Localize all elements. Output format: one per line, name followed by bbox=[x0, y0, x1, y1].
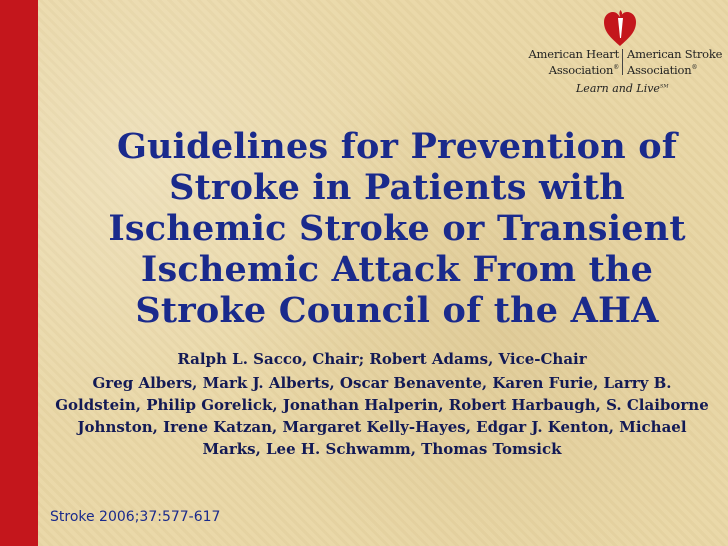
logo-tagline: Learn and Live℠ bbox=[576, 82, 669, 95]
authors-line: Greg Albers, Mark J. Alberts, Oscar Benavente, Karen Furie, Larry B. Goldstein, Philip Gorelick, Jonathan Halperin, Robert Harbaugh, S. Claiborne Johnston, Irene Katzan, Margaret Kelly-Hayes, Edgar J. Kenton, Michael Marks, Lee H. Schwamm, Thomas Tomsick bbox=[55, 374, 709, 458]
aha-asa-logo bbox=[520, 8, 723, 98]
left-accent-bar bbox=[0, 0, 38, 546]
chair-line: Ralph L. Sacco, Chair; Robert Adams, Vice-Chair bbox=[177, 350, 587, 368]
author-list bbox=[52, 348, 712, 460]
slide-title: Guidelines for Prevention of Stroke in Patients with Ischemic Stroke or Transient Ischemic Attack From the Stroke Council of the AHA bbox=[108, 126, 686, 331]
asa-name: American Stroke Association® bbox=[627, 47, 723, 77]
asa-name-line1: American Stroke bbox=[627, 47, 723, 61]
logo-divider bbox=[622, 49, 623, 75]
journal-citation: Stroke 2006;37:577-617 bbox=[50, 509, 221, 525]
asa-name-line2: Association bbox=[627, 62, 692, 77]
aha-name: American Heart Association® bbox=[528, 47, 619, 77]
aha-name-line2: Association bbox=[548, 62, 614, 77]
aha-name-line1: American Heart bbox=[528, 47, 619, 61]
tagline-text: Learn and Live bbox=[576, 82, 660, 95]
heart-torch-icon bbox=[603, 8, 637, 48]
